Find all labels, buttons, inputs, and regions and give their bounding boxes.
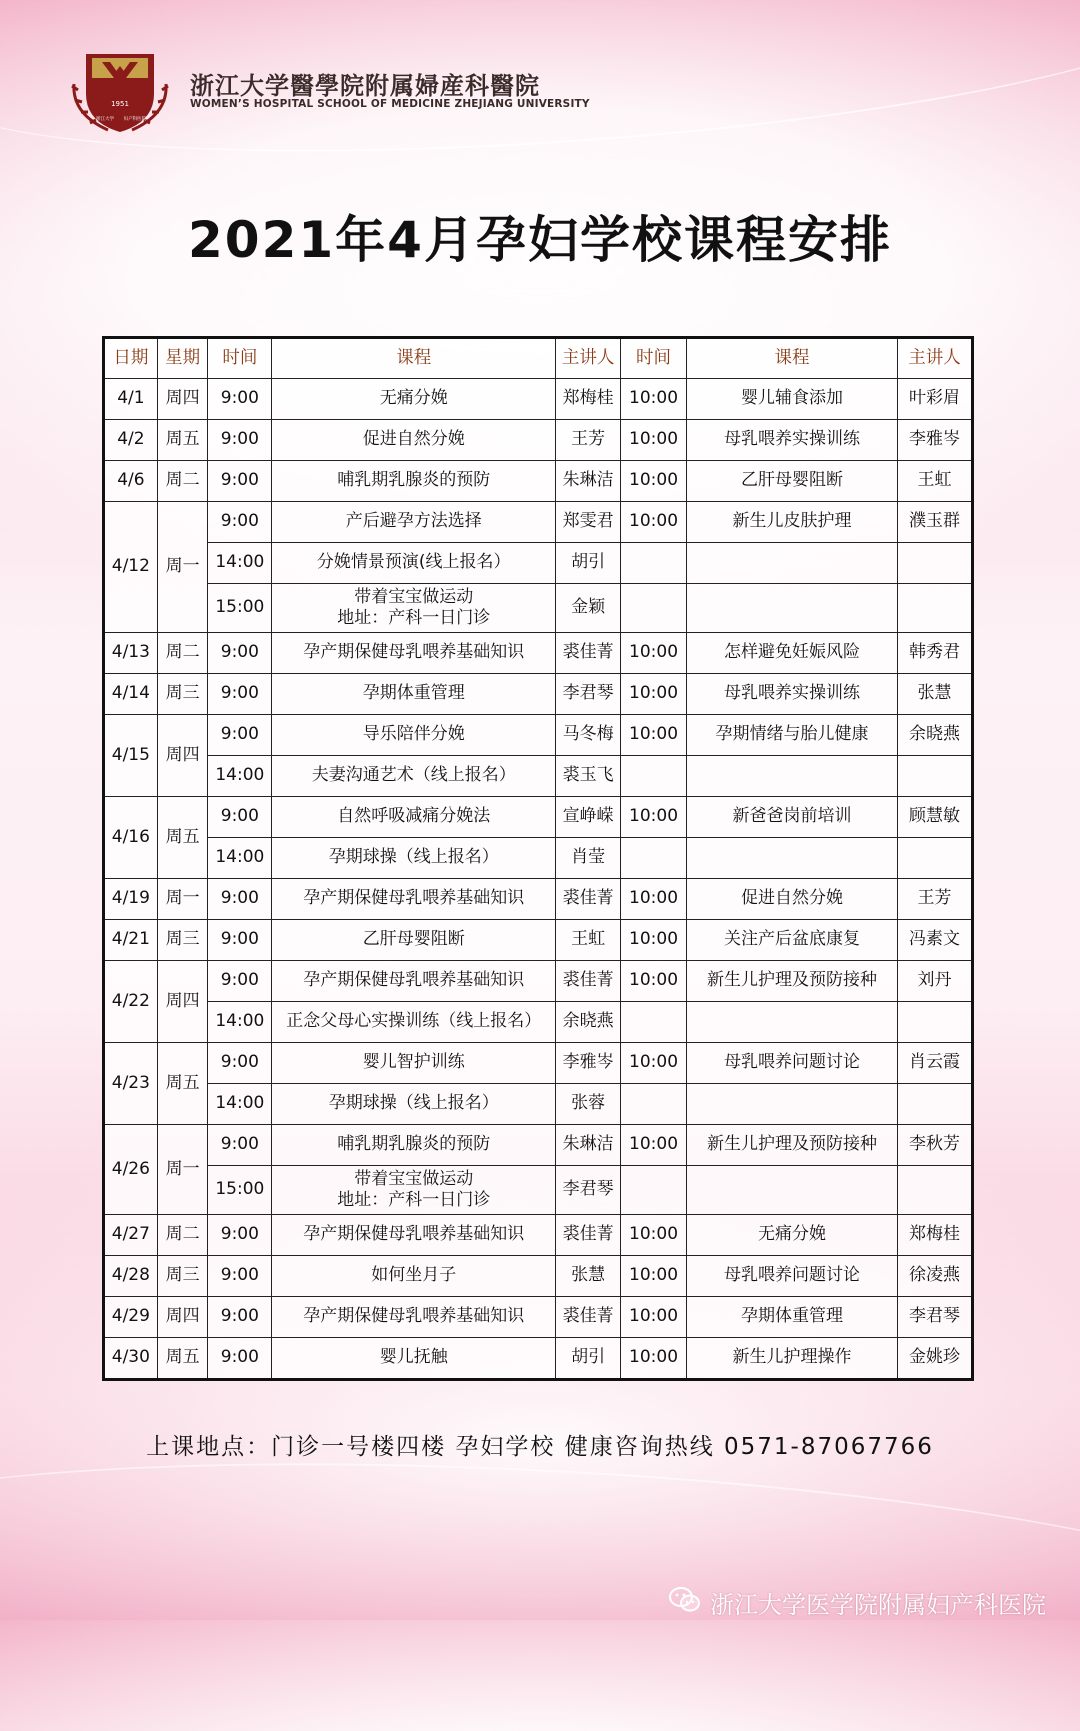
header-speaker-2: 主讲人 bbox=[897, 338, 972, 379]
speaker-cell: 裘佳菁 bbox=[556, 961, 621, 1002]
course-cell bbox=[272, 502, 556, 543]
speaker-cell: 张慧 bbox=[556, 1256, 621, 1297]
date-cell: 4/16 bbox=[104, 797, 158, 879]
time-cell: 9:00 bbox=[208, 920, 272, 961]
weekday-cell: 周三 bbox=[157, 674, 208, 715]
course-cell-2 bbox=[687, 543, 898, 584]
date-cell: 4/28 bbox=[104, 1256, 158, 1297]
course-line: 婴儿抚触 bbox=[379, 1347, 448, 1368]
header-time-1: 时间 bbox=[208, 338, 272, 379]
course-cell-2: 孕期体重管理 bbox=[687, 1297, 898, 1338]
time-cell: 9:00 bbox=[208, 715, 272, 756]
course-cell bbox=[272, 379, 556, 420]
time-cell-2: 10:00 bbox=[621, 1338, 687, 1380]
speaker-cell-2 bbox=[897, 1002, 972, 1043]
time-cell-2 bbox=[621, 838, 687, 879]
date-cell: 4/1 bbox=[104, 379, 158, 420]
course-line: 乙肝母婴阻断 bbox=[362, 929, 465, 950]
table-row bbox=[104, 584, 973, 633]
speaker-cell-2 bbox=[897, 1084, 972, 1125]
course-line: 孕期球操（线上报名） bbox=[328, 847, 499, 868]
course-line: 婴儿智护训练 bbox=[362, 1052, 465, 1073]
speaker-cell: 宣峥嵘 bbox=[556, 797, 621, 838]
svg-text:妇产科医院: 妇产科医院 bbox=[123, 117, 147, 122]
speaker-cell-2: 李雅岑 bbox=[897, 420, 972, 461]
table-row bbox=[104, 461, 973, 502]
speaker-cell: 李雅岑 bbox=[556, 1043, 621, 1084]
table-row bbox=[104, 420, 973, 461]
table-row bbox=[104, 715, 973, 756]
course-line: 孕产期保健母乳喂养基础知识 bbox=[303, 888, 525, 909]
course-line: 促进自然分娩 bbox=[362, 429, 465, 450]
course-cell-2 bbox=[687, 756, 898, 797]
course-line: 自然呼吸减痛分娩法 bbox=[337, 806, 491, 827]
course-cell-2: 新生儿皮肤护理 bbox=[687, 502, 898, 543]
time-cell: 9:00 bbox=[208, 1297, 272, 1338]
speaker-cell: 金颖 bbox=[556, 584, 621, 633]
time-cell: 14:00 bbox=[208, 1084, 272, 1125]
svg-text:1951: 1951 bbox=[111, 100, 129, 108]
course-cell bbox=[272, 879, 556, 920]
speaker-cell-2: 韩秀君 bbox=[897, 633, 972, 674]
svg-text:浙江大学: 浙江大学 bbox=[96, 117, 114, 122]
time-cell: 9:00 bbox=[208, 797, 272, 838]
speaker-cell-2 bbox=[897, 1166, 972, 1215]
course-line: 哺乳期乳腺炎的预防 bbox=[337, 1134, 491, 1155]
course-cell-2: 母乳喂养实操训练 bbox=[687, 420, 898, 461]
table-row bbox=[104, 1338, 973, 1380]
course-line: 导乐陪伴分娩 bbox=[362, 724, 465, 745]
weekday-cell: 周四 bbox=[157, 715, 208, 797]
time-cell: 9:00 bbox=[208, 379, 272, 420]
time-cell-2: 10:00 bbox=[621, 920, 687, 961]
weekday-cell: 周一 bbox=[157, 1125, 208, 1215]
speaker-cell: 郑梅桂 bbox=[556, 379, 621, 420]
course-cell-2 bbox=[687, 838, 898, 879]
course-cell-2: 新生儿护理及预防接种 bbox=[687, 961, 898, 1002]
wechat-icon bbox=[668, 1586, 702, 1620]
speaker-cell-2 bbox=[897, 584, 972, 633]
date-cell: 4/23 bbox=[104, 1043, 158, 1125]
weekday-cell: 周五 bbox=[157, 1338, 208, 1380]
weekday-cell: 周五 bbox=[157, 797, 208, 879]
course-line: 孕产期保健母乳喂养基础知识 bbox=[303, 970, 525, 991]
time-cell-2 bbox=[621, 1084, 687, 1125]
time-cell-2 bbox=[621, 584, 687, 633]
footer-address: 上课地点：门诊一号楼四楼 孕妇学校 健康咨询热线 0571-87067766 bbox=[146, 1434, 934, 1460]
time-cell-2: 10:00 bbox=[621, 961, 687, 1002]
time-cell-2: 10:00 bbox=[621, 420, 687, 461]
course-cell-2: 孕期情绪与胎儿健康 bbox=[687, 715, 898, 756]
time-cell-2: 10:00 bbox=[621, 1125, 687, 1166]
speaker-cell-2: 叶彩眉 bbox=[897, 379, 972, 420]
weekday-cell: 周三 bbox=[157, 1256, 208, 1297]
header-date: 日期 bbox=[104, 338, 158, 379]
table-row bbox=[104, 920, 973, 961]
time-cell-2 bbox=[621, 1002, 687, 1043]
course-cell bbox=[272, 633, 556, 674]
course-cell bbox=[272, 797, 556, 838]
table-row bbox=[104, 1256, 973, 1297]
speaker-cell: 裘佳菁 bbox=[556, 1297, 621, 1338]
weekday-cell: 周二 bbox=[157, 1215, 208, 1256]
page-title: 2021年4月孕妇学校课程安排 bbox=[188, 211, 892, 269]
header-course-1: 课程 bbox=[272, 338, 556, 379]
speaker-cell-2: 冯素文 bbox=[897, 920, 972, 961]
header-course-2: 课程 bbox=[687, 338, 898, 379]
speaker-cell: 裘佳菁 bbox=[556, 879, 621, 920]
time-cell: 15:00 bbox=[208, 584, 272, 633]
course-cell bbox=[272, 715, 556, 756]
date-cell: 4/2 bbox=[104, 420, 158, 461]
speaker-cell: 余晓燕 bbox=[556, 1002, 621, 1043]
course-line: 如何坐月子 bbox=[371, 1265, 457, 1286]
date-cell: 4/15 bbox=[104, 715, 158, 797]
table-row bbox=[104, 1215, 973, 1256]
hospital-name-en: WOMEN’S HOSPITAL SCHOOL OF MEDICINE ZHEJIANG UNIVERSITY bbox=[190, 98, 590, 110]
speaker-cell-2: 王虹 bbox=[897, 461, 972, 502]
table-row bbox=[104, 1125, 973, 1166]
time-cell: 9:00 bbox=[208, 502, 272, 543]
speaker-cell: 王虹 bbox=[556, 920, 621, 961]
course-cell-2 bbox=[687, 1166, 898, 1215]
header-weekday: 星期 bbox=[157, 338, 208, 379]
time-cell: 9:00 bbox=[208, 1125, 272, 1166]
speaker-cell: 肖莹 bbox=[556, 838, 621, 879]
time-cell-2: 10:00 bbox=[621, 715, 687, 756]
course-cell-2 bbox=[687, 584, 898, 633]
weekday-cell: 周一 bbox=[157, 502, 208, 633]
date-cell: 4/14 bbox=[104, 674, 158, 715]
time-cell: 9:00 bbox=[208, 879, 272, 920]
course-cell-2: 母乳喂养实操训练 bbox=[687, 674, 898, 715]
course-cell bbox=[272, 543, 556, 584]
course-line: 带着宝宝做运动 bbox=[354, 1168, 474, 1189]
course-cell-2: 母乳喂养问题讨论 bbox=[687, 1256, 898, 1297]
weekday-cell: 周四 bbox=[157, 961, 208, 1043]
course-cell-2: 母乳喂养问题讨论 bbox=[687, 1043, 898, 1084]
time-cell-2: 10:00 bbox=[621, 502, 687, 543]
time-cell-2: 10:00 bbox=[621, 1256, 687, 1297]
speaker-cell-2: 顾慧敏 bbox=[897, 797, 972, 838]
speaker-cell: 朱琳洁 bbox=[556, 461, 621, 502]
time-cell-2: 10:00 bbox=[621, 797, 687, 838]
course-cell bbox=[272, 1125, 556, 1166]
speaker-cell: 裘佳菁 bbox=[556, 633, 621, 674]
course-line: 孕产期保健母乳喂养基础知识 bbox=[303, 1224, 525, 1245]
time-cell: 9:00 bbox=[208, 674, 272, 715]
course-line: 地址：产科一日门诊 bbox=[337, 1190, 491, 1210]
table-row bbox=[104, 633, 973, 674]
course-line: 产后避孕方法选择 bbox=[345, 511, 482, 532]
speaker-cell-2: 濮玉群 bbox=[897, 502, 972, 543]
course-line: 正念父母心实操训练（线上报名） bbox=[286, 1011, 542, 1032]
speaker-cell: 马冬梅 bbox=[556, 715, 621, 756]
time-cell: 14:00 bbox=[208, 543, 272, 584]
table-row bbox=[104, 1002, 973, 1043]
speaker-cell: 王芳 bbox=[556, 420, 621, 461]
date-cell: 4/22 bbox=[104, 961, 158, 1043]
time-cell-2: 10:00 bbox=[621, 633, 687, 674]
header-speaker-1: 主讲人 bbox=[556, 338, 621, 379]
course-line: 地址：产科一日门诊 bbox=[337, 608, 491, 628]
course-cell-2: 新生儿护理操作 bbox=[687, 1338, 898, 1380]
speaker-cell-2: 王芳 bbox=[897, 879, 972, 920]
course-cell bbox=[272, 1002, 556, 1043]
table-header-row bbox=[104, 338, 973, 379]
table-row bbox=[104, 838, 973, 879]
date-cell: 4/30 bbox=[104, 1338, 158, 1380]
table-row bbox=[104, 674, 973, 715]
time-cell-2 bbox=[621, 756, 687, 797]
speaker-cell-2: 金姚珍 bbox=[897, 1338, 972, 1380]
date-cell: 4/13 bbox=[104, 633, 158, 674]
time-cell-2: 10:00 bbox=[621, 674, 687, 715]
speaker-cell-2: 肖云霞 bbox=[897, 1043, 972, 1084]
weekday-cell: 周五 bbox=[157, 420, 208, 461]
schedule-table bbox=[102, 336, 974, 1381]
speaker-cell: 胡引 bbox=[556, 1338, 621, 1380]
table-row bbox=[104, 379, 973, 420]
speaker-cell: 李君琴 bbox=[556, 1166, 621, 1215]
weekday-cell: 周二 bbox=[157, 633, 208, 674]
course-cell bbox=[272, 1084, 556, 1125]
date-cell: 4/29 bbox=[104, 1297, 158, 1338]
weekday-cell: 周二 bbox=[157, 461, 208, 502]
weekday-cell: 周五 bbox=[157, 1043, 208, 1125]
time-cell: 9:00 bbox=[208, 1256, 272, 1297]
time-cell: 9:00 bbox=[208, 1215, 272, 1256]
course-cell bbox=[272, 1166, 556, 1215]
course-line: 带着宝宝做运动 bbox=[354, 586, 474, 607]
course-cell-2: 新爸爸岗前培训 bbox=[687, 797, 898, 838]
weekday-cell: 周四 bbox=[157, 379, 208, 420]
time-cell: 14:00 bbox=[208, 1002, 272, 1043]
decorative-wave-bottom bbox=[0, 1431, 1080, 1731]
course-cell-2 bbox=[687, 1084, 898, 1125]
speaker-cell-2: 李君琴 bbox=[897, 1297, 972, 1338]
speaker-cell: 李君琴 bbox=[556, 674, 621, 715]
course-cell bbox=[272, 584, 556, 633]
table-row bbox=[104, 879, 973, 920]
time-cell-2: 10:00 bbox=[621, 461, 687, 502]
time-cell: 9:00 bbox=[208, 420, 272, 461]
course-cell bbox=[272, 461, 556, 502]
speaker-cell-2: 李秋芳 bbox=[897, 1125, 972, 1166]
course-cell-2: 婴儿辅食添加 bbox=[687, 379, 898, 420]
course-line: 孕产期保健母乳喂养基础知识 bbox=[303, 642, 525, 663]
date-cell: 4/21 bbox=[104, 920, 158, 961]
course-line: 哺乳期乳腺炎的预防 bbox=[337, 470, 491, 491]
time-cell: 15:00 bbox=[208, 1166, 272, 1215]
course-cell-2: 无痛分娩 bbox=[687, 1215, 898, 1256]
speaker-cell-2: 徐凌燕 bbox=[897, 1256, 972, 1297]
table-row bbox=[104, 1166, 973, 1215]
time-cell-2: 10:00 bbox=[621, 1043, 687, 1084]
date-cell: 4/26 bbox=[104, 1125, 158, 1215]
speaker-cell-2: 刘丹 bbox=[897, 961, 972, 1002]
speaker-cell: 胡引 bbox=[556, 543, 621, 584]
table-row bbox=[104, 543, 973, 584]
speaker-cell-2: 余晓燕 bbox=[897, 715, 972, 756]
course-cell-2: 关注产后盆底康复 bbox=[687, 920, 898, 961]
hospital-emblem-icon bbox=[68, 44, 172, 136]
time-cell: 14:00 bbox=[208, 838, 272, 879]
speaker-cell-2 bbox=[897, 543, 972, 584]
course-cell-2: 促进自然分娩 bbox=[687, 879, 898, 920]
course-cell bbox=[272, 1043, 556, 1084]
time-cell: 9:00 bbox=[208, 961, 272, 1002]
speaker-cell-2 bbox=[897, 838, 972, 879]
speaker-cell-2 bbox=[897, 756, 972, 797]
schedule-body bbox=[104, 379, 973, 1380]
course-line: 分娩情景预演(线上报名） bbox=[316, 552, 511, 573]
speaker-cell-2: 张慧 bbox=[897, 674, 972, 715]
course-line: 无痛分娩 bbox=[379, 388, 448, 409]
table-row bbox=[104, 961, 973, 1002]
course-line: 孕产期保健母乳喂养基础知识 bbox=[303, 1306, 525, 1327]
speaker-cell-2: 郑梅桂 bbox=[897, 1215, 972, 1256]
time-cell-2 bbox=[621, 1166, 687, 1215]
course-cell bbox=[272, 1297, 556, 1338]
course-cell bbox=[272, 1215, 556, 1256]
table-row bbox=[104, 756, 973, 797]
watermark bbox=[668, 1585, 1046, 1620]
speaker-cell: 郑雯君 bbox=[556, 502, 621, 543]
course-cell bbox=[272, 920, 556, 961]
time-cell-2: 10:00 bbox=[621, 1215, 687, 1256]
course-cell bbox=[272, 961, 556, 1002]
speaker-cell: 裘玉飞 bbox=[556, 756, 621, 797]
time-cell: 9:00 bbox=[208, 633, 272, 674]
course-cell bbox=[272, 1338, 556, 1380]
course-cell bbox=[272, 1256, 556, 1297]
time-cell: 9:00 bbox=[208, 461, 272, 502]
date-cell: 4/19 bbox=[104, 879, 158, 920]
course-cell bbox=[272, 756, 556, 797]
course-cell-2: 乙肝母婴阻断 bbox=[687, 461, 898, 502]
table-row bbox=[104, 1043, 973, 1084]
table-row bbox=[104, 797, 973, 838]
weekday-cell: 周一 bbox=[157, 879, 208, 920]
weekday-cell: 周四 bbox=[157, 1297, 208, 1338]
time-cell-2 bbox=[621, 543, 687, 584]
course-cell bbox=[272, 838, 556, 879]
time-cell: 14:00 bbox=[208, 756, 272, 797]
weekday-cell: 周三 bbox=[157, 920, 208, 961]
time-cell: 9:00 bbox=[208, 1338, 272, 1380]
date-cell: 4/6 bbox=[104, 461, 158, 502]
time-cell-2: 10:00 bbox=[621, 379, 687, 420]
watermark-text: 浙江大学医学院附属妇产科医院 bbox=[710, 1591, 1046, 1619]
hospital-name: 浙江大学醫學院附属婦産科醫院 bbox=[190, 71, 540, 100]
table-row bbox=[104, 1084, 973, 1125]
table-row bbox=[104, 1297, 973, 1338]
speaker-cell: 张蓉 bbox=[556, 1084, 621, 1125]
speaker-cell: 裘佳菁 bbox=[556, 1215, 621, 1256]
course-cell-2: 怎样避免妊娠风险 bbox=[687, 633, 898, 674]
time-cell: 9:00 bbox=[208, 1043, 272, 1084]
time-cell-2: 10:00 bbox=[621, 879, 687, 920]
date-cell: 4/12 bbox=[104, 502, 158, 633]
course-cell bbox=[272, 420, 556, 461]
course-cell-2: 新生儿护理及预防接种 bbox=[687, 1125, 898, 1166]
speaker-cell: 朱琳洁 bbox=[556, 1125, 621, 1166]
course-line: 孕期球操（线上报名） bbox=[328, 1093, 499, 1114]
course-line: 夫妻沟通艺术（线上报名） bbox=[311, 765, 516, 786]
course-cell bbox=[272, 674, 556, 715]
time-cell-2: 10:00 bbox=[621, 1297, 687, 1338]
date-cell: 4/27 bbox=[104, 1215, 158, 1256]
header-time-2: 时间 bbox=[621, 338, 687, 379]
table-row bbox=[104, 502, 973, 543]
course-line: 孕期体重管理 bbox=[362, 683, 465, 704]
course-cell-2 bbox=[687, 1002, 898, 1043]
